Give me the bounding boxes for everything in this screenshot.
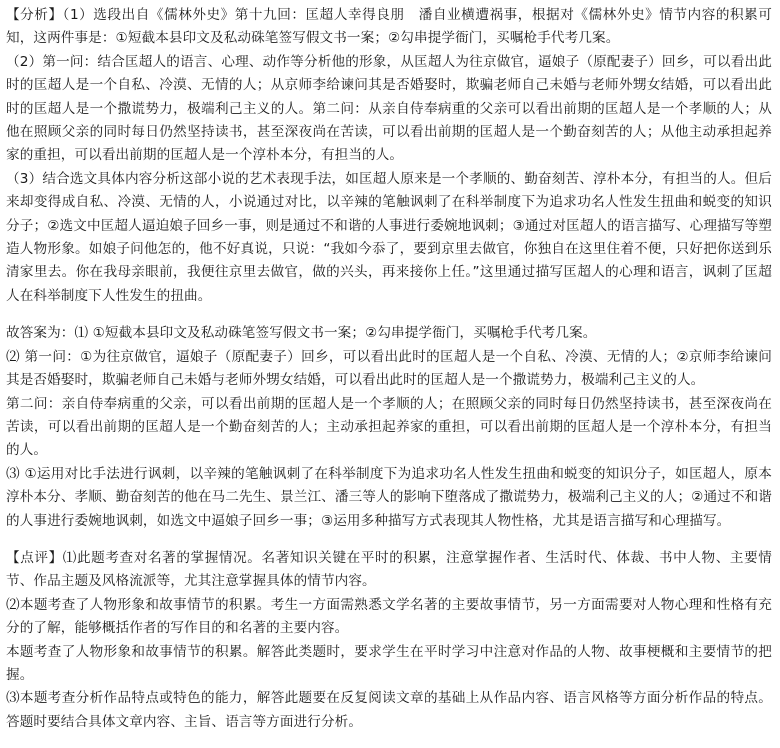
answer-paragraph-2: ⑵ 第一问：①为往京做官，逼娘子（原配妻子）回乡，可以看出此时的匡超人是一个自私、冷漠、无情的人；②京师李给谏问其是否婚娶时，欺骗老师自己未婚与老师外甥女结婚，可以看出此时的匡超人是一个撒谎势力，极端利己主义的人。	[6, 348, 772, 389]
section-spacer	[6, 308, 772, 322]
review-section	[6, 547, 772, 734]
answer-paragraph-1: 故答案为：⑴ ①短截本县印文及私动硃笔签写假文书一案；②勾串提学衙门，买嘱枪手代考几案。	[6, 325, 597, 342]
answer-paragraph-4: ⑶ ①运用对比手法进行讽刺，以辛辣的笔触讽刺了在科举制度下为追求功名人性发生扭曲和蜕变的知识分子，如匡超人，原本淳朴本分、孝顺、勤奋刻苦的他在马二先生、景兰江、潘三等人的影响下堕落成了撒谎势力，极端利己主义的人；②通过不和谐的人事进行委婉地讽刺，如选文中逼娘子回乡一事；③运用多种描写方式表现其人物性格，尤其是语言描写和心理描写。	[6, 465, 772, 529]
review-paragraph-4: ⑶本题考查分析作品特点或特色的能力，解答此题要在反复阅读文章的基础上从作品内容、语言风格等方面分析作品的特点。答题时要结合具体文章内容、主旨、语言等方面进行分析。	[6, 690, 772, 730]
review-paragraph-2: ⑵本题考查了人物形象和故事情节的积累。考生一方面需熟悉文学名著的主要故事情节，另一方面需要对人物心理和性格有充分的了解，能够概括作者的写作目的和名著的主要内容。	[6, 596, 772, 637]
answer-section	[6, 322, 772, 533]
review-paragraph-3: 本题考查了人物形象和故事情节的积累。解答此类题时，要求学生在平时学习中注意对作品的人物、故事梗概和主要情节的把握。	[6, 643, 772, 683]
answer-paragraph-3: 第二问：亲自侍奉病重的父亲，可以看出前期的匡超人是一个孝顺的人；在照顾父亲的同时每日仍然坚持读书，甚至深夜尚在苦读，可以看出前期的匡超人是一个勤奋刻苦的人；主动承担起养家的重担，可以看出前期的匡超人是一个淳朴本分，有担当的人。	[6, 395, 772, 459]
section-spacer	[6, 533, 772, 547]
review-paragraph-1: 【点评】⑴此题考查对名著的掌握情况。名著知识关键在平时的积累，注意掌握作者、生活时代、体裁、书中人物、主要情节、作品主题及风格流派等，尤其注意掌握具体的情节内容。	[6, 549, 772, 590]
analysis-paragraph-3: （3）结合选文具体内容分析这部小说的艺术表现手法，如匡超人原来是一个孝顺的、勤奋刻苦、淳朴本分，有担当的人。但后来却变得成自私、冷漠、无情的人，小说通过对比，以辛辣的笔触讽刺了在科举制度下为追求功名人性发生扭曲和蜕变的知识分子；②选文中匡超人逼迫娘子回乡一事，则是通过不和谐的人事进行委婉地讽刺；③通过对匡超人的语言描写、心理描写等塑造人物形象。如娘子问他怎的，他不好真说，只说：“我如今忝了，要到京里去做官，你独自在这里住着不便，只好把你送到乐清家里去。你在我母亲眼前，我便往京里去做官，做的兴头，再来接你上任。”这里通过描写匡超人的心理和语言，讽刺了匡超人在科举制度下人性发生的扭曲。	[6, 170, 772, 304]
analysis-paragraph-1: 【分析】（1）选段出自《儒林外史》第十九回：匡超人幸得良朋 潘自业横遭祸事，根据对《儒林外史》情节内容的积累可知，这两件事是：①短截本县印文及私动硃笔签写假文书一案；②勾串提学衙门，买嘱枪手代考几案。	[6, 7, 772, 47]
analysis-paragraph-2: （2）第一问：结合匡超人的语言、心理、动作等分析他的形象，从匡超人为往京做官，逼娘子（原配妻子）回乡，可以看出此时的匡超人是一个自私、冷漠、无情的人；从京师李给谏问其是否婚娶时，欺骗老师自己未婚与老师外甥女结婚，可以看出此时的匡超人是一个撒谎势力，极端利己主义的人。第二问：从亲自侍奉病重的父亲可以看出前期的匡超人是一个孝顺的人；从他在照顾父亲的同时每日仍然坚持读书，甚至深夜尚在苦读，可以看出前期的匡超人是一个勤奋刻苦的人；从他主动承担起养家的重担，可以看出前期的匡超人是一个淳朴本分，有担当的人。	[6, 53, 772, 164]
document-body	[6, 4, 772, 734]
analysis-section	[6, 4, 772, 308]
